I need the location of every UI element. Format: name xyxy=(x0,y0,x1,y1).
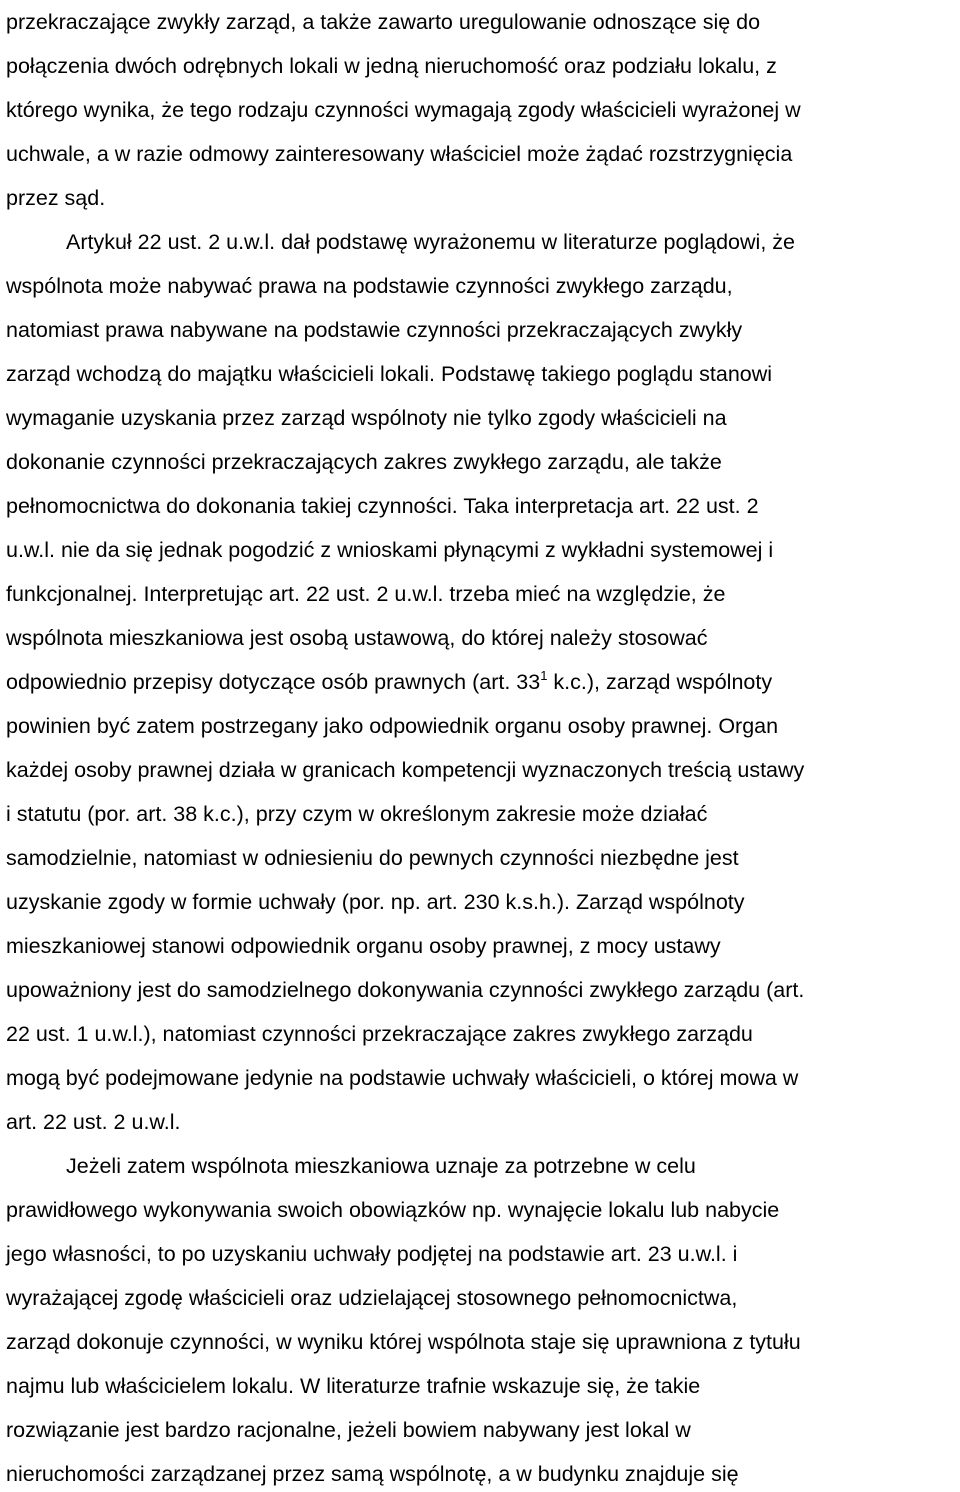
text-line: uzyskanie zgody w formie uchwały (por. np. art. 230 k.s.h.). Zarząd wspólnoty xyxy=(6,890,745,914)
text-line: funkcjonalnej. Interpretując art. 22 ust. 2 u.w.l. trzeba mieć na względzie, że xyxy=(6,582,726,606)
text-line-with-superscript xyxy=(6,660,772,704)
text-segment: k.c.), zarząd wspólnoty xyxy=(547,670,773,694)
text-line: wspólnota może nabywać prawa na podstawie czynności zwykłego zarządu, xyxy=(6,274,733,298)
text-line: dokonanie czynności przekraczających zakres zwykłego zarządu, ale także xyxy=(6,450,722,474)
text-line: przez sąd. xyxy=(6,186,106,210)
text-line: natomiast prawa nabywane na podstawie czynności przekraczających zwykły xyxy=(6,318,743,342)
paragraph-start-line: Jeżeli zatem wspólnota mieszkaniowa uznaje za potrzebne w celu xyxy=(66,1154,696,1178)
text-line: zarząd dokonuje czynności, w wyniku której wspólnota staje się uprawniona z tytułu xyxy=(6,1330,801,1354)
text-segment: odpowiednio przepisy dotyczące osób prawnych (art. 33 xyxy=(6,670,541,694)
text-line: którego wynika, że tego rodzaju czynności wymagają zgody właścicieli wyrażonej w xyxy=(6,98,801,122)
text-line: wyrażającej zgodę właścicieli oraz udzielającej stosownego pełnomocnictwa, xyxy=(6,1286,738,1310)
text-line: u.w.l. nie da się jednak pogodzić z wnioskami płynącymi z wykładni systemowej i xyxy=(6,538,774,562)
text-line: powinien być zatem postrzegany jako odpowiednik organu osoby prawnej. Organ xyxy=(6,714,779,738)
superscript: 1 xyxy=(540,668,548,683)
text-line: zarząd wchodzą do majątku właścicieli lokali. Podstawę takiego poglądu stanowi xyxy=(6,362,773,386)
text-line: upoważniony jest do samodzielnego dokonywania czynności zwykłego zarządu (art. xyxy=(6,978,805,1002)
text-line: każdej osoby prawnej działa w granicach kompetencji wyznaczonych treścią ustawy xyxy=(6,758,805,782)
text-line: nieruchomości zarządzanej przez samą wspólnotę, a w budynku znajduje się xyxy=(6,1462,739,1486)
paragraph-start-line: Artykuł 22 ust. 2 u.w.l. dał podstawę wyrażonemu w literaturze poglądowi, że xyxy=(66,230,795,254)
text-line: i statutu (por. art. 38 k.c.), przy czym w określonym zakresie może działać xyxy=(6,802,708,826)
text-line: wspólnota mieszkaniowa jest osobą ustawową, do której należy stosować xyxy=(6,626,708,650)
text-line: wymaganie uzyskania przez zarząd wspólnoty nie tylko zgody właścicieli na xyxy=(6,406,727,430)
text-line: przekraczające zwykły zarząd, a także zawarto uregulowanie odnoszące się do xyxy=(6,10,761,34)
text-line: art. 22 ust. 2 u.w.l. xyxy=(6,1110,181,1134)
text-line: mieszkaniowej stanowi odpowiednik organu osoby prawnej, z mocy ustawy xyxy=(6,934,721,958)
text-line: jego własności, to po uzyskaniu uchwały podjętej na podstawie art. 23 u.w.l. i xyxy=(6,1242,738,1266)
text-line: najmu lub właścicielem lokalu. W literaturze trafnie wskazuje się, że takie xyxy=(6,1374,701,1398)
text-line: uchwale, a w razie odmowy zainteresowany właściciel może żądać rozstrzygnięcia xyxy=(6,142,793,166)
text-line: pełnomocnictwa do dokonania takiej czynności. Taka interpretacja art. 22 ust. 2 xyxy=(6,494,759,518)
text-line: samodzielnie, natomiast w odniesieniu do pewnych czynności niezbędne jest xyxy=(6,846,739,870)
text-line: prawidłowego wykonywania swoich obowiązków np. wynajęcie lokalu lub nabycie xyxy=(6,1198,780,1222)
text-line: połączenia dwóch odrębnych lokali w jedną nieruchomość oraz podziału lokalu, z xyxy=(6,54,777,78)
text-line: mogą być podejmowane jedynie na podstawie uchwały właścicieli, o której mowa w xyxy=(6,1066,799,1090)
text-line: 22 ust. 1 u.w.l.), natomiast czynności przekraczające zakres zwykłego zarządu xyxy=(6,1022,753,1046)
text-line: rozwiązanie jest bardzo racjonalne, jeżeli bowiem nabywany jest lokal w xyxy=(6,1418,691,1442)
